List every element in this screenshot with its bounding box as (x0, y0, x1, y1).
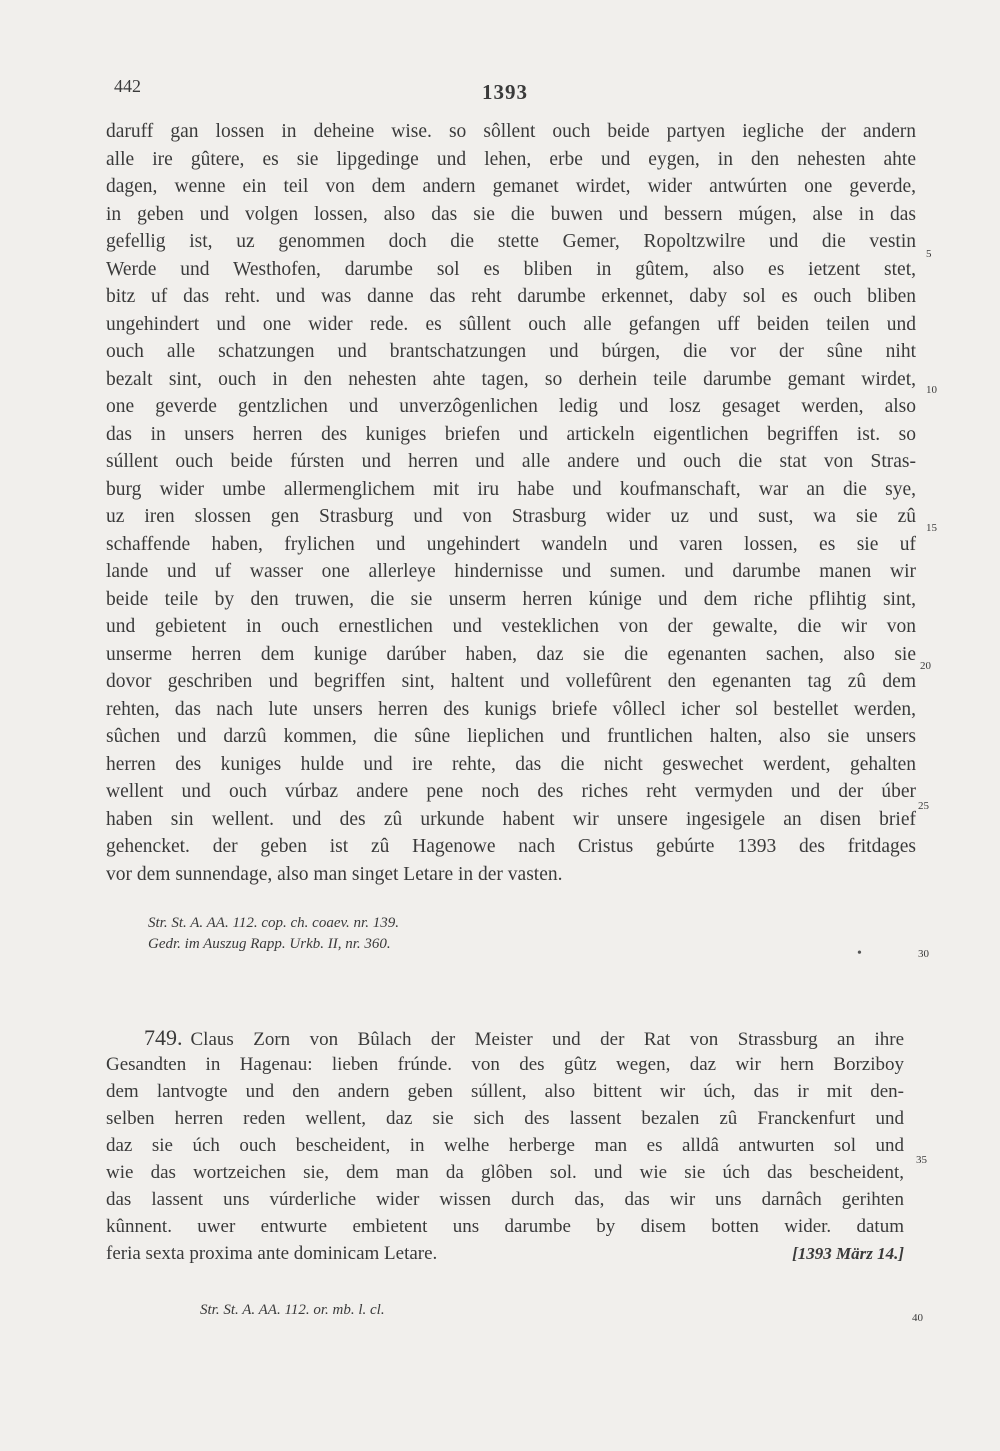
text-line: alle ire gûtere, es sie lipgedinge und lehen, erbe und eygen, in den nehesten ahte (106, 148, 916, 170)
line-number-marker: 35 (916, 1154, 927, 1166)
text-line: beide teile by den truwen, die sie unserm herren kúnige und dem riche pflihtig sint, (106, 588, 916, 610)
document-regest: Claus Zorn von Bûlach der Meister und der Rat von Strassburg an ihre (190, 1029, 904, 1050)
text-line: dagen, wenne ein teil von dem andern gemanet wirdet, wider antwúrten one geverde, (106, 176, 916, 197)
document-748-text (106, 118, 916, 888)
text-line: daz sie úch ouch bescheident, in welhe herberge man es alldâ antwurten sol und (106, 1135, 904, 1156)
text-line: Werde und Westhofen, darumbe sol es bliben in gûtem, also es ietzent stet, (106, 258, 916, 280)
line-number-marker: 10 (926, 384, 937, 396)
text-line: haben sin wellent. und des zû urkunde habent wir unsere ingesigele an disen brief (106, 808, 916, 830)
line-number-marker: 5 (926, 248, 932, 260)
text-line: schaffende haben, frylichen und ungehindert wandeln und varen lossen, es sie uf (106, 533, 916, 555)
running-header-year: 1393 (482, 80, 528, 104)
line-number-marker: 25 (918, 800, 929, 812)
line-number-marker: 15 (926, 522, 937, 534)
document-749 (106, 1024, 904, 1267)
line-number-marker: 30 (918, 948, 929, 960)
text-line: das lassent uns vúrderliche wider wissen durch das, das wir uns darnâch gerihten (106, 1189, 904, 1210)
text-line: ungehindert und one wider rede. es sûllent ouch alle gefangen uff beiden teilen und (106, 313, 916, 335)
text-line: wie das wortzeichen sie, dem man da glôben sol. und wie sie úch das bescheident, (106, 1162, 904, 1183)
text-line: dovor geschriben und begriffen sint, haltent und vollefûrent den egenanten tag zû dem (106, 671, 916, 692)
text-line: kûnnent. uwer entwurte embietent uns darumbe by disem botten wider. datum (106, 1216, 904, 1237)
document-heading-line (106, 1024, 904, 1051)
source-reference: Str. St. A. AA. 112. cop. ch. coaev. nr. 139. (148, 915, 399, 931)
text-line: Gesandten in Hagenau: lieben frúnde. von des gûtz wegen, daz wir hern Borziboy (106, 1054, 904, 1075)
text-line: súllent ouch beide fúrsten und herren und alle andere und ouch die stat von Stras- (106, 451, 916, 472)
document-number: 749. (144, 1025, 183, 1050)
text-line: gehencket. der geben ist zû Hagenowe nach Cristus gebúrte 1393 des fritdages (106, 836, 916, 857)
print-speck: • (857, 946, 862, 961)
text-line: bezalt sint, ouch in den nehesten ahte tagen, so derhein teile darumbe gemant wirdet, (106, 368, 916, 390)
document-749-source-reference: Str. St. A. AA. 112. or. mb. l. cl. (200, 1302, 385, 1318)
text-line: rehten, das nach lute unsers herren des kunigs briefe vôllecl icher sol bestellet werden, (106, 698, 916, 720)
source-references (148, 913, 399, 955)
line-number-marker: 40 (912, 1312, 923, 1324)
text-line: uz iren slossen gen Strasburg und von Strasburg wider uz und sust, wa sie zû (106, 506, 916, 527)
text-line: gefellig ist, uz genommen doch die stette Gemer, Ropoltzwilre und die vestin (106, 231, 916, 252)
document-date: [1393 März 14.] (792, 1244, 904, 1263)
text-line: wellent und ouch vúrbaz andere pene noch des riches reht vermyden und der úber (106, 781, 916, 802)
text-line: und gebietent in ouch ernestlichen und vesteklichen von der gewalte, die wir von (106, 616, 916, 637)
text-line: herren des kuniges hulde und ire rehte, das die nicht geswechet werdent, gehalten (106, 753, 916, 775)
text-line: selben herren reden wellent, daz sie sich des lassent bezalen zû Franckenfurt und (106, 1108, 904, 1129)
page-header (0, 76, 1000, 106)
text-line-content: feria sexta proxima ante dominicam Letare. (106, 1243, 438, 1264)
page-number: 442 (114, 76, 141, 96)
final-text-line (106, 1240, 904, 1267)
print-reference: Gedr. im Auszug Rapp. Urkb. II, nr. 360. (148, 936, 391, 952)
text-line: ouch alle schatzungen und brantschatzungen und búrgen, die vor der sûne niht (106, 341, 916, 362)
text-line: one geverde gentzlichen und unverzôgenlichen ledig und losz gesaget werden, also (106, 396, 916, 417)
text-line: bitz uf das reht. und was danne das reht darumbe erkennet, daby sol es ouch bliben (106, 286, 916, 307)
text-line: lande und uf wasser one allerleye hindernisse und sumen. und darumbe manen wir (106, 561, 916, 582)
text-line: in geben und volgen lossen, also das sie die buwen und bessern múgen, alse in das (106, 203, 916, 225)
text-line: dem lantvogte und den andern geben súllent, also bittent wir úch, das ir mit den- (106, 1081, 904, 1102)
text-line: sûchen und darzû kommen, die sûne lieplichen und fruntlichen halten, also sie unsers (106, 726, 916, 747)
line-number-marker: 20 (920, 660, 931, 672)
text-line: burg wider umbe allermenglichem mit iru habe und koufmanschaft, war an die sye, (106, 478, 916, 500)
text-line: vor dem sunnendage, also man singet Letare in der vasten. (106, 863, 563, 885)
text-line: das in unsers herren des kuniges briefen und artickeln eigentlichen begriffen ist. so (106, 423, 916, 445)
text-line: unserme herren dem kunige darúber haben, daz sie die egenanten sachen, also sie (106, 643, 916, 665)
text-line: daruff gan lossen in deheine wise. so sôllent ouch beide partyen iegliche der andern (106, 121, 916, 142)
